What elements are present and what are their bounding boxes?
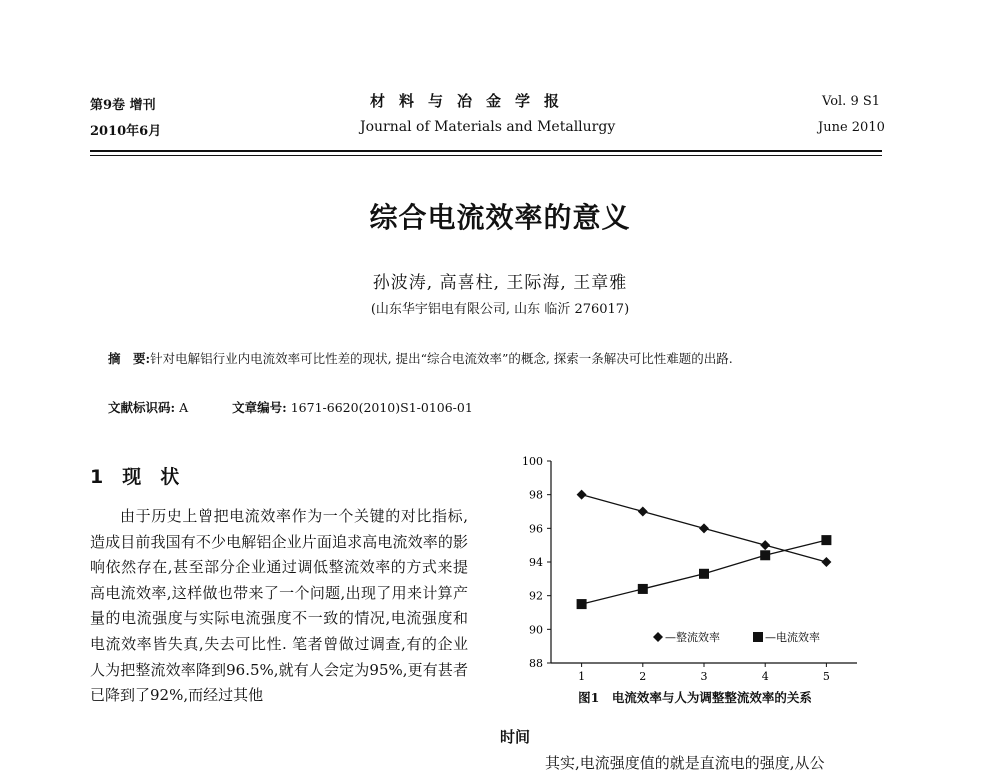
- legend-marker-1: [653, 632, 663, 642]
- journal-volume: Vol. 9 S1: [822, 94, 881, 109]
- legend-label-1: —整流效率: [665, 631, 720, 644]
- series-2-point: [760, 550, 770, 560]
- series-2-point: [577, 599, 587, 609]
- section-heading: 1 现 状: [90, 466, 180, 488]
- continuation-text: 其实,电流强度值的就是直流电的强度,从公: [530, 754, 825, 772]
- x-tick-label: 3: [700, 670, 708, 683]
- x-tick-label: 2: [639, 670, 647, 683]
- y-tick-label: 88: [529, 657, 543, 670]
- y-tick-label: 100: [522, 455, 543, 468]
- doc-code-label: 文献标识码:: [108, 400, 176, 415]
- y-tick-label: 96: [529, 522, 543, 536]
- section-paragraph: 由于历史上曾把电流效率作为一个关键的对比指标,造成目前我国有不少电解铝企业片面追求高电流效率的影响依然存在,甚至部分企业通过调低整流效率的方式来提高电流效率,这样做也带来了一个问题,出现了用来计算产量的电流强度与实际电流强度不一致的情况,电流强度和电流效率皆失真,失去可比性. 笔者曾做过调查,有的企业人为把整流效率降到96.5%,就有人会定为95%,更有甚者已降到了92%,而经过其他: [90, 507, 468, 705]
- article-meta: [108, 398, 473, 416]
- chart-y-tick-labels: [522, 455, 543, 670]
- chart-markers: [577, 490, 832, 609]
- series-1-point: [638, 507, 648, 517]
- y-tick-label: 92: [529, 589, 543, 603]
- chart-legend: [653, 630, 820, 644]
- legend-marker-2: [753, 632, 763, 642]
- article-authors: 孙波涛, 高喜柱, 王际海, 王章雅: [372, 273, 628, 293]
- series-1-point: [577, 490, 587, 500]
- y-tick-label: 94: [529, 556, 543, 569]
- chart-series-lines: [582, 495, 827, 604]
- y-tick-label: 90: [529, 623, 543, 637]
- article-title: 综合电流效率的意义: [369, 201, 631, 234]
- abstract: [108, 348, 868, 370]
- journal-date-en: June 2010: [818, 120, 885, 135]
- series-1-point: [699, 523, 709, 533]
- abstract-label: 摘 要:: [108, 351, 151, 366]
- chart-x-tick-labels: [578, 670, 830, 683]
- journal-date-cn: 2010年6月: [90, 124, 162, 139]
- y-tick-label: 98: [529, 488, 543, 502]
- article-affiliation: (山东华宇铝电有限公司, 山东 临沂 276017): [370, 302, 630, 317]
- series-1-point: [760, 540, 770, 550]
- legend-label-2: —电流效率: [765, 631, 820, 644]
- series-2-point: [638, 584, 648, 594]
- x-tick-label: 4: [761, 670, 769, 683]
- doc-code: A: [179, 400, 189, 415]
- article-no: 1671-6620(2010)S1-0106-01: [290, 400, 473, 415]
- header-rule-top: [90, 150, 882, 152]
- continuation-label: 时间: [500, 728, 531, 746]
- figure-chart: [500, 448, 890, 684]
- series-2-point: [699, 569, 709, 579]
- series-1-point: [821, 557, 831, 567]
- x-tick-label: 1: [578, 670, 586, 683]
- header-rule-bottom: [90, 155, 882, 156]
- x-tick-label: 5: [822, 670, 830, 683]
- journal-title-en: Journal of Materials and Metallurgy: [360, 119, 616, 135]
- abstract-text: 针对电解铝行业内电流效率可比性差的现状, 提出“综合电流效率”的概念, 探索一条解决可比性难题的出路.: [150, 351, 733, 366]
- journal-title-cn: 材料与冶金学报: [370, 92, 574, 110]
- article-no-label: 文章编号:: [232, 400, 287, 415]
- journal-issue: 第9卷 增刊: [90, 98, 156, 113]
- figure-caption: 图1 电流效率与人为调整整流效率的关系: [578, 690, 812, 705]
- series-2-point: [821, 535, 831, 545]
